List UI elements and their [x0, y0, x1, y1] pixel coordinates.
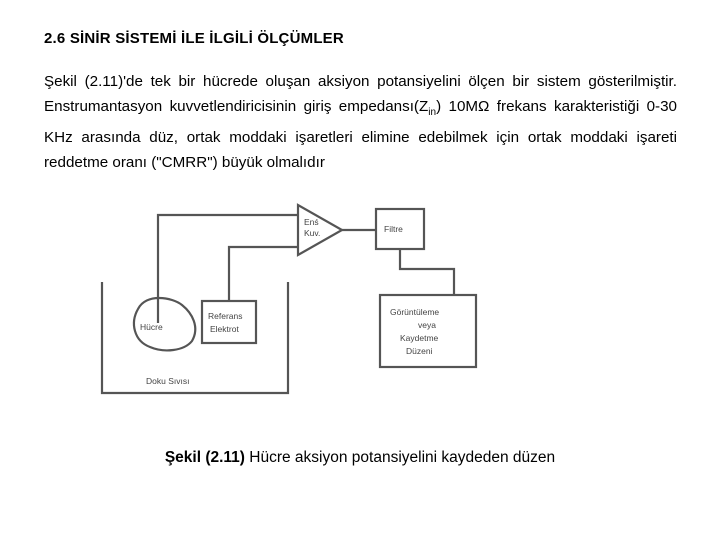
display-label-2: veya — [418, 320, 436, 330]
display-label-3: Kaydetme — [400, 333, 439, 343]
display-label-4: Düzeni — [406, 346, 433, 356]
section-heading: 2.6 SİNİR SİSTEMİ İLE İLGİLİ ÖLÇÜMLER — [44, 30, 344, 47]
tissue-label: Doku Sıvısı — [146, 376, 190, 386]
filter-to-display-wire — [400, 249, 454, 295]
paragraph-text-after: ) 10MΩ frekans karakteristiği 0-30 KHz arasında düz, ortak moddaki işaretleri elimine edebilmek için ortak moddaki işareti reddetme oranı ("CMRR") büyük olmalıdır — [44, 98, 678, 172]
display-label-1: Görüntüleme — [390, 307, 440, 317]
paragraph-text-before: Şekil (2.11)'de tek bir hücrede oluşan aksiyon potansiyelini ölçen bir sistem gösterilmiştir. Enstrumantasyon kuvvetlendiricisinin giriş empedansı(Z — [44, 73, 677, 115]
cell-label: Hücre — [140, 322, 163, 332]
paragraph-subscript: in — [428, 107, 437, 119]
body-paragraph — [44, 69, 677, 175]
figure-caption — [0, 449, 720, 467]
caption-text: Hücre aksiyon potansiyelini kaydeden düzen — [244, 449, 556, 466]
diagram-svg — [80, 185, 600, 410]
measurement-system-figure — [80, 185, 600, 410]
caption-label: Şekil (2.11) — [164, 449, 245, 466]
tissue-container — [102, 282, 288, 393]
reference-label-1: Referans — [208, 311, 243, 321]
display-box — [380, 295, 476, 367]
amplifier-label-2: Kuv. — [304, 228, 321, 238]
amplifier-label-1: Enś — [304, 217, 319, 227]
reference-label-2: Elektrot — [210, 324, 239, 334]
reference-electrode-box — [202, 301, 256, 343]
filter-label: Filtre — [384, 224, 403, 234]
